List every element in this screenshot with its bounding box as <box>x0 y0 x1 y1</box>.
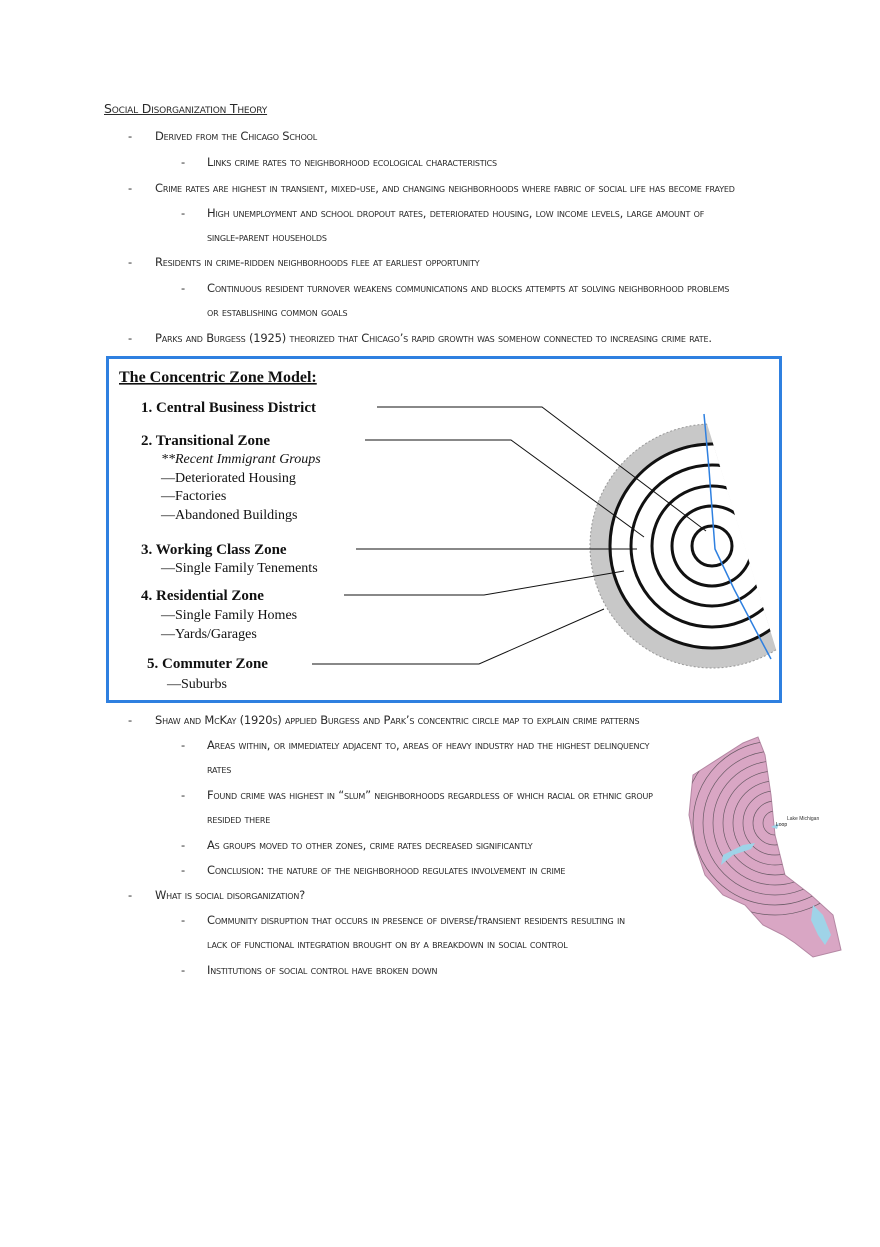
sub-bullet-slum-cont: resided there <box>207 812 271 826</box>
sub-bullet-unemployment: High unemployment and school dropout rates, deteriorated housing, low income levels, large amount of <box>207 206 705 220</box>
zone-rings <box>590 424 779 668</box>
sub-bullet-dash: - <box>181 963 186 977</box>
sub-bullet-dash: - <box>181 281 186 295</box>
zone-2-item: —Factories <box>161 489 227 504</box>
zone-5-label: 5. Commuter Zone <box>147 656 268 672</box>
bullet-dash: - <box>128 181 133 195</box>
sub-bullet-industry-cont: rates <box>207 762 232 776</box>
loop-label: Loop <box>776 822 788 828</box>
sub-bullet-slum: Found crime was highest in “slum” neighborhoods regardless of which racial or ethnic group <box>207 788 653 802</box>
bullet-shaw-mckay: Shaw and McKay (1920s) applied Burgess and Park’s concentric circle map to explain crime patterns <box>155 713 640 727</box>
sub-bullet-dash: - <box>181 913 186 927</box>
bullet-residents: Residents in crime-ridden neighborhoods flee at earliest opportunity <box>155 255 480 269</box>
sub-bullet-groups-moved: As groups moved to other zones, crime rates decreased significantly <box>207 838 533 852</box>
sub-bullet-turnover-cont: or establishing common goals <box>207 305 348 319</box>
bullet-what-is: What is social disorganization? <box>155 888 306 902</box>
sub-bullet-industry: Areas within, or immediately adjacent to, areas of heavy industry had the highest delinquency <box>207 738 650 752</box>
sub-bullet-institutions: Institutions of social control have broken down <box>207 963 438 977</box>
sub-bullet-dash: - <box>181 863 186 877</box>
chicago-map-image <box>683 735 848 960</box>
bullet-dash: - <box>128 129 133 143</box>
sub-bullet-dash: - <box>181 738 186 752</box>
sub-bullet-unemployment-cont: single-parent households <box>207 230 327 244</box>
zone-2-item: **Recent Immigrant Groups <box>161 452 321 467</box>
sub-bullet-dash: - <box>181 838 186 852</box>
sub-bullet-dash: - <box>181 206 186 220</box>
bullet-crime-rates: Crime rates are highest in transient, mixed-use, and changing neighborhoods where fabric of social life has become frayed <box>155 181 735 195</box>
bullet-dash: - <box>128 255 133 269</box>
zone-4-label: 4. Residential Zone <box>141 588 264 604</box>
sub-bullet-turnover: Continuous resident turnover weakens communications and blocks attempts at solving neighborhood problems <box>207 281 730 295</box>
zone-2-label: 2. Transitional Zone <box>141 433 271 449</box>
zone-3-label: 3. Working Class Zone <box>141 542 287 558</box>
concentric-zone-diagram <box>109 359 779 700</box>
chicago-zone-map <box>683 735 848 960</box>
zone-3-item: —Single Family Tenements <box>161 561 318 576</box>
model-heading: The Concentric Zone Model: <box>119 369 317 386</box>
zone-2-item: —Abandoned Buildings <box>161 508 298 523</box>
zone-1-label: 1. Central Business District <box>141 400 316 416</box>
bullet-dash: - <box>128 713 133 727</box>
sub-bullet-dash: - <box>181 788 186 802</box>
sub-bullet-dash: - <box>181 155 186 169</box>
bullet-derived: Derived from the Chicago School <box>155 129 318 143</box>
bullet-dash: - <box>128 331 133 345</box>
zone-5-item: —Suburbs <box>167 677 227 692</box>
bullet-parks-burgess: Parks and Burgess (1925) theorized that Chicago’s rapid growth was somehow connected to increasing crime rate. <box>155 331 712 345</box>
zone-4-item: —Single Family Homes <box>161 608 298 623</box>
sub-bullet-conclusion: Conclusion: the nature of the neighborhood regulates involvement in crime <box>207 863 566 877</box>
zone-4-item: —Yards/Garages <box>161 627 257 642</box>
sub-bullet-links: Links crime rates to neighborhood ecological characteristics <box>207 155 497 169</box>
sub-bullet-community-cont: lack of functional integration brought on by a breakdown in social control <box>207 937 568 951</box>
lake-michigan-label: Lake Michigan <box>787 816 820 822</box>
bullet-dash: - <box>128 888 133 902</box>
sub-bullet-community: Community disruption that occurs in presence of diverse/transient residents resulting in <box>207 913 625 927</box>
concentric-zone-model-figure <box>106 356 782 703</box>
page-title: Social Disorganization Theory <box>104 101 268 116</box>
zone-2-item: —Deteriorated Housing <box>161 471 296 486</box>
